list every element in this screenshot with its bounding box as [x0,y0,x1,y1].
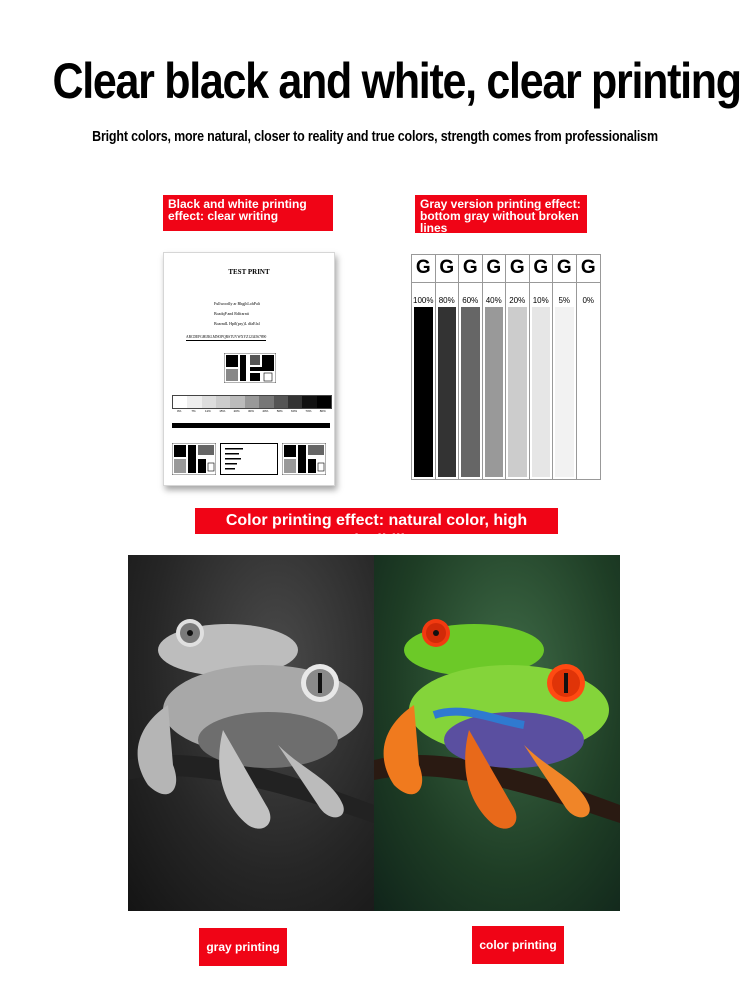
test-print-line: BoarndL Hpfl(psy)L dfaEfal [214,321,260,326]
gray-level-letter: G [556,257,572,278]
gray-level-swatch [438,307,457,477]
gray-level-swatch [508,307,527,477]
solid-black-bar [172,423,330,428]
gray-level-percent: 0% [582,296,595,305]
gray-level-percent: 5% [558,296,571,305]
gray-level-column [577,255,601,479]
gray-level-letter: G [439,257,455,278]
gray-level-column [459,255,483,479]
gray-level-percent: 60% [462,296,479,305]
gray-level-column [412,255,436,479]
gray-level-letter: G [415,257,431,278]
test-print-line: Fullwoodly ar BhgjhLohPalt [214,301,260,306]
grayscale-strip [172,395,332,409]
gray-level-swatch [555,307,574,477]
gray-level-letter: G [509,257,525,278]
gray-level-column [530,255,554,479]
gray-level-swatch [532,307,551,477]
gray-level-swatch [461,307,480,477]
gray-level-letter: G [533,257,549,278]
gray-level-percent: 80% [438,296,455,305]
gray-level-swatch [485,307,504,477]
gray-level-percent: 100% [413,296,434,305]
gray-printing-caption: gray printing [199,928,287,966]
grayscale-strip-labels: 0% 7% 11% 15% 20% 30% 40% 50% 60% 70% 80% [177,409,326,413]
gray-level-percent: 40% [485,296,502,305]
gray-level-column [436,255,460,479]
frog-photo-grayscale [128,555,374,911]
gray-printing-effect-label: Gray version printing effect: bottom gray without broken lines [415,195,587,233]
color-printing-caption: color printing [472,926,564,964]
gray-level-percent: 10% [532,296,549,305]
color-printing-effect-label: Color printing effect: natural color, high reducibility [195,508,558,534]
page-subtitle: Bright colors, more natural, closer to reality and true colors, strength comes from professionalism [92,129,658,145]
test-print-alphabet: ABCDEFGHIJKLMNOPQRSTUVWXYZ1234567890 [186,335,267,339]
grayscale-chart [411,254,601,480]
test-pattern-center [224,353,276,383]
test-pattern-right [282,443,326,475]
gray-level-column [553,255,577,479]
gray-level-swatch [414,307,433,477]
test-print-title: TEST PRINT [228,268,270,276]
gray-level-letter: G [462,257,478,278]
gray-level-swatch [579,307,599,477]
test-text-block [220,443,278,475]
page-title: Clear black and white, clear printing [52,53,741,109]
bw-printing-label: Black and white printing effect: clear writing [163,195,333,231]
gray-level-column [483,255,507,479]
gray-level-letter: G [486,257,502,278]
gray-level-percent: 20% [509,296,526,305]
test-pattern-left [172,443,216,475]
frog-photo-color [374,555,620,911]
test-print-line: BoadqP and Rdfrarnti [214,311,249,316]
test-print-sheet [163,252,335,486]
gray-level-letter: G [580,257,596,278]
gray-level-column [506,255,530,479]
